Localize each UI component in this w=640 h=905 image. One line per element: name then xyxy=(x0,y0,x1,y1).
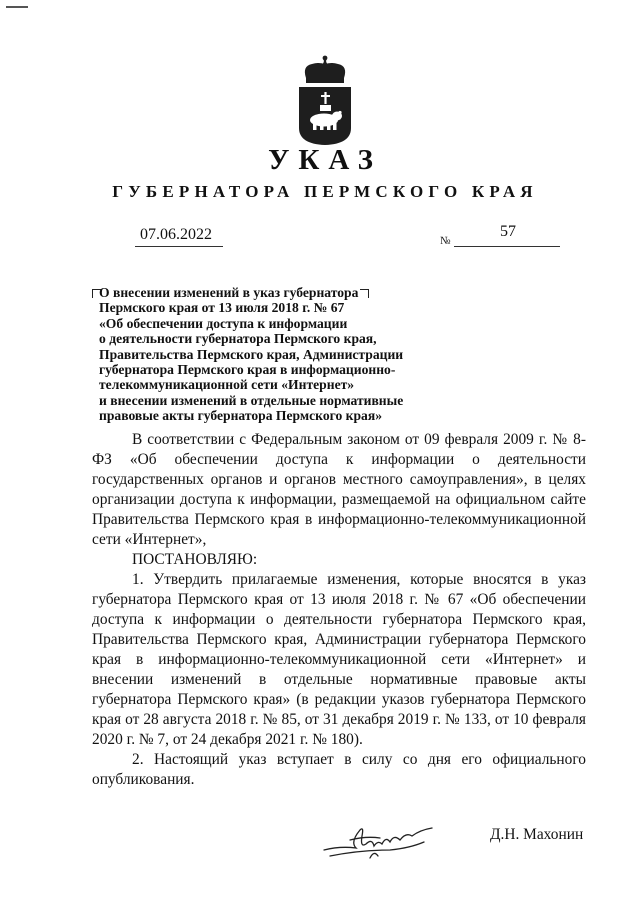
item-1-paragraph: 1. Утвердить прилагаемые изменения, которые вносятся в указ губернатора Пермского края от 13 июля 2018 г. № 67 «Об обеспечении доступа к информации о деятельности губернатора Пермского края, Правительства Пермского края, Администрации губернатора Пермского края в информационно-телекоммуникационной сети «Интернет» и внесении изменений в отдельные нормативные правовые акты губернатора Пермского края» (в редакции указов губернатора Пермского края от 28 августа 2018 г. № 85, от 31 декабря 2019 г. № 133, от 10 февраля 2020 г. № 7, от 24 декабря 2021 г. № 180). xyxy=(92,571,586,748)
decree-word: ПОСТАНОВЛЯЮ: xyxy=(132,551,258,568)
signer-name: Д.Н. Махонин xyxy=(490,826,584,843)
number-sign: № xyxy=(440,235,451,247)
handwritten-signature-icon xyxy=(320,820,440,866)
item-2-paragraph: 2. Настоящий указ вступает в силу со дня его официального опубликования. xyxy=(92,751,586,788)
subject-line: телекоммуникационной сети «Интернет» xyxy=(99,377,355,393)
subject-line: и внесении изменений в отдельные нормативные xyxy=(99,392,404,408)
subject-line: Пермского края от 13 июля 2018 г. № 67 xyxy=(99,300,345,316)
subject-line: О внесении изменений в указ губернатора xyxy=(99,285,359,300)
document-subtitle: ГУБЕРНАТОРА ПЕРМСКОГО КРАЯ xyxy=(112,182,538,201)
preamble-paragraph: В соответствии с Федеральным законом от 09 февраля 2009 г. № 8-ФЗ «Об обеспечении доступа к информации о деятельности государственных органов и органов местного самоуправления», в целях организации доступа к информации, размещаемой на официальном сайте Правительства Пермского края в информационно-телекоммуникационной сети «Интернет», xyxy=(92,431,586,548)
decree-body xyxy=(92,430,586,790)
scan-corner-mark xyxy=(6,6,28,8)
document-title: УКАЗ xyxy=(268,144,382,176)
decree-subject xyxy=(99,285,439,424)
subject-line: правовые акты губернатора Пермского края» xyxy=(99,408,383,424)
decree-number: 57 xyxy=(500,223,516,240)
subject-line: губернатора Пермского края в информационно- xyxy=(99,362,396,378)
subject-line: Правительства Пермского края, Администрации xyxy=(99,346,404,362)
date-underline xyxy=(135,246,223,247)
subject-line: о деятельности губернатора Пермского края, xyxy=(99,331,377,347)
decree-date: 07.06.2022 xyxy=(140,226,212,243)
number-underline xyxy=(454,246,560,247)
perm-krai-coat-of-arms-icon xyxy=(296,54,354,146)
subject-line: «Об обеспечении доступа к информации xyxy=(99,315,348,331)
